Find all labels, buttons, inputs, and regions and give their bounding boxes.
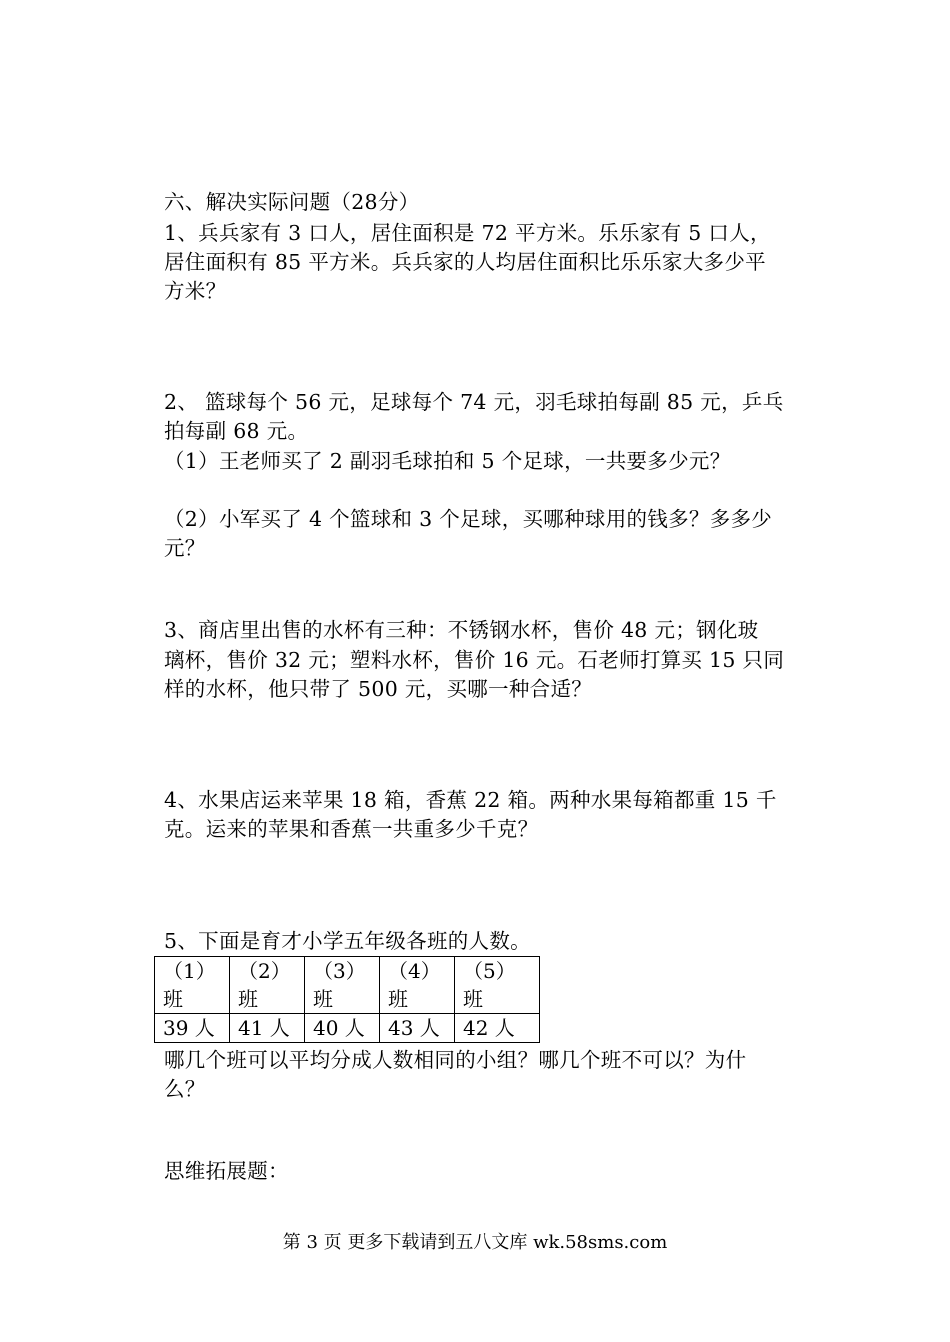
q1-line-3: 方米？ bbox=[164, 279, 227, 303]
table-header-cell: （5） 班 bbox=[455, 957, 540, 1014]
table-row bbox=[155, 1014, 540, 1043]
table-cell: 40 人 bbox=[305, 1014, 380, 1043]
q4-line-1: 4、水果店运来苹果 18 箱，香蕉 22 箱。两种水果每箱都重 15 千 bbox=[164, 788, 777, 812]
table-cell: 43 人 bbox=[380, 1014, 455, 1043]
page-footer: 第 3 页 更多下载请到五八文库 wk.58sms.com bbox=[282, 1232, 668, 1253]
q5-question-line-2: 么？ bbox=[164, 1077, 206, 1101]
q3-line-1: 3、商店里出售的水杯有三种：不锈钢水杯，售价 48 元；钢化玻 bbox=[164, 618, 759, 642]
table-header-cell: （2） 班 bbox=[230, 957, 305, 1014]
q1-line-1: 1、兵兵家有 3 口人，居住面积是 72 平方米。乐乐家有 5 口人， bbox=[164, 221, 771, 245]
q4-line-2: 克。运来的苹果和香蕉一共重多少千克？ bbox=[164, 817, 539, 841]
table-cell: 42 人 bbox=[455, 1014, 540, 1043]
q2-line-1: 2、 篮球每个 56 元，足球每个 74 元，羽毛球拍每副 85 元，乒乓 bbox=[164, 390, 784, 414]
table-header-cell: （3） 班 bbox=[305, 957, 380, 1014]
q3-line-2: 璃杯，售价 32 元；塑料水杯，售价 16 元。石老师打算买 15 只同 bbox=[164, 648, 785, 672]
q5-intro: 5、下面是育才小学五年级各班的人数。 bbox=[164, 929, 531, 953]
class-count-table bbox=[154, 956, 540, 1043]
table-cell: 39 人 bbox=[155, 1014, 230, 1043]
table-header-cell: （1） 班 bbox=[155, 957, 230, 1014]
extension-title: 思维拓展题： bbox=[164, 1159, 289, 1183]
table-header-row bbox=[155, 957, 540, 1014]
q2-sub-2-line-2: 元？ bbox=[164, 536, 206, 560]
q2-sub-1: （1）王老师买了 2 副羽毛球拍和 5 个足球，一共要多少元？ bbox=[164, 449, 731, 473]
q3-line-3: 样的水杯，他只带了 500 元，买哪一种合适？ bbox=[164, 677, 593, 701]
table-header-cell: （4） 班 bbox=[380, 957, 455, 1014]
q2-sub-2-line-1: （2）小军买了 4 个篮球和 3 个足球，买哪种球用的钱多？多多少 bbox=[164, 507, 773, 531]
q2-line-2: 拍每副 68 元。 bbox=[164, 419, 309, 443]
section-title: 六、解决实际问题（28分） bbox=[164, 190, 420, 214]
q1-line-2: 居住面积有 85 平方米。兵兵家的人均居住面积比乐乐家大多少平 bbox=[164, 250, 766, 274]
table-cell: 41 人 bbox=[230, 1014, 305, 1043]
q5-question-line-1: 哪几个班可以平均分成人数相同的小组？哪几个班不可以？为什 bbox=[164, 1048, 747, 1072]
